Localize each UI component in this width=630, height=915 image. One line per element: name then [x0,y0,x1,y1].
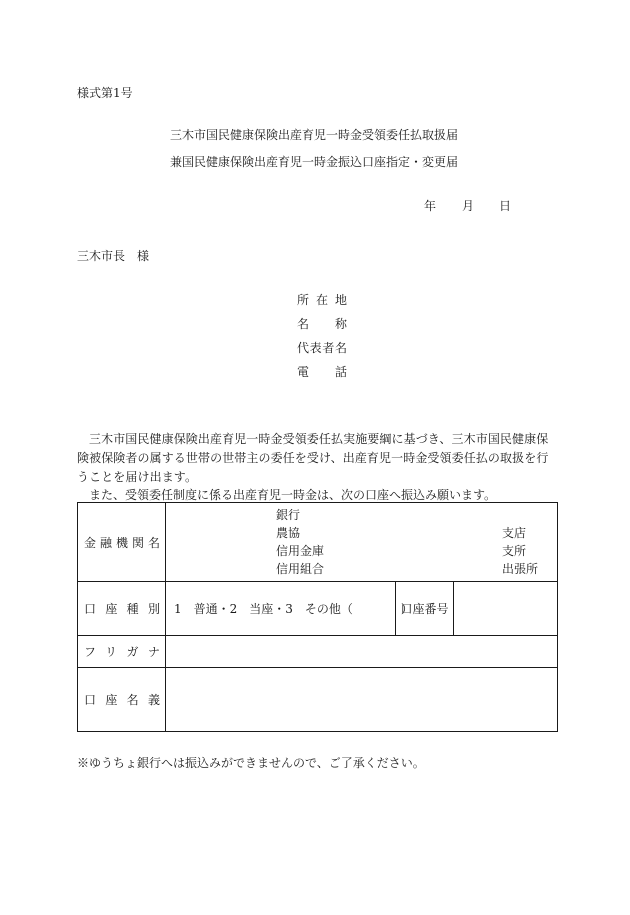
form-number: 様式第1号 [77,86,133,100]
addressee: 三木市長 様 [77,249,150,263]
branch-type-sub-branch: 支所 [502,544,527,558]
form-title-line-1: 三木市国民健康保険出産育児一時金受領委任払取扱届 [170,128,459,142]
applicant-name-label: 名称 [297,317,347,331]
account-holder-field[interactable] [166,668,558,732]
institution-value-cell[interactable] [166,503,558,582]
applicant-name-row [297,315,347,332]
branch-type-branch: 支店 [502,526,527,540]
furigana-label: フリガナ [84,645,160,659]
account-type-label-cell [78,582,166,636]
form-title-line-2: 兼国民健康保険出産育児一時金振込口座指定・変更届 [170,155,459,169]
applicant-representative-row [297,339,347,356]
branch-type-office: 出張所 [502,562,539,576]
account-type-label: 口座種別 [84,602,160,616]
account-holder-row [78,668,558,732]
body-paragraph-1: 三木市国民健康保険出産育児一時金受領委任払実施要綱に基づき、三木市国民健康保険被保険者の属する世帯の世帯主の委任を受け、出産育児一時金受領委任払の取扱を行うことを届け出ます。 [77,432,549,484]
furigana-row [78,636,558,668]
applicant-representative-label: 代表者名 [297,341,347,355]
date-month-label: 月 [462,199,475,213]
institution-type-bank: 銀行 [276,508,301,522]
account-number-label: 口座番号 [396,582,454,636]
institution-label-cell [78,503,166,582]
furigana-field[interactable] [166,636,558,668]
account-number-field[interactable] [454,582,558,636]
applicant-phone-label: 電話 [297,365,347,379]
furigana-label-cell [78,636,166,668]
account-holder-label: 口座名義 [84,693,160,707]
institution-type-credit-union: 信用組合 [276,562,325,576]
applicant-location-label: 所在地 [297,293,347,307]
date-day-label: 日 [499,199,512,213]
institution-row [78,503,558,582]
institution-type-shinkin: 信用金庫 [276,544,325,558]
applicant-location-row [297,291,347,308]
account-type-row [78,582,558,636]
applicant-phone-row [297,363,347,380]
account-holder-label-cell [78,668,166,732]
bank-account-table [77,502,558,732]
date-year-label: 年 [424,199,437,213]
body-paragraph-2: また、受領委任制度に係る出産育児一時金は、次の口座へ振込み願います。 [89,488,497,502]
institution-type-agri-coop: 農協 [276,526,301,540]
account-type-options[interactable]: 1 普通・2 当座・3 その他（ ） [166,582,396,636]
institution-label: 金融機関名 [84,535,160,550]
footnote: ※ゆうちょ銀行へは振込みができませんので、ご了承ください。 [77,756,425,770]
